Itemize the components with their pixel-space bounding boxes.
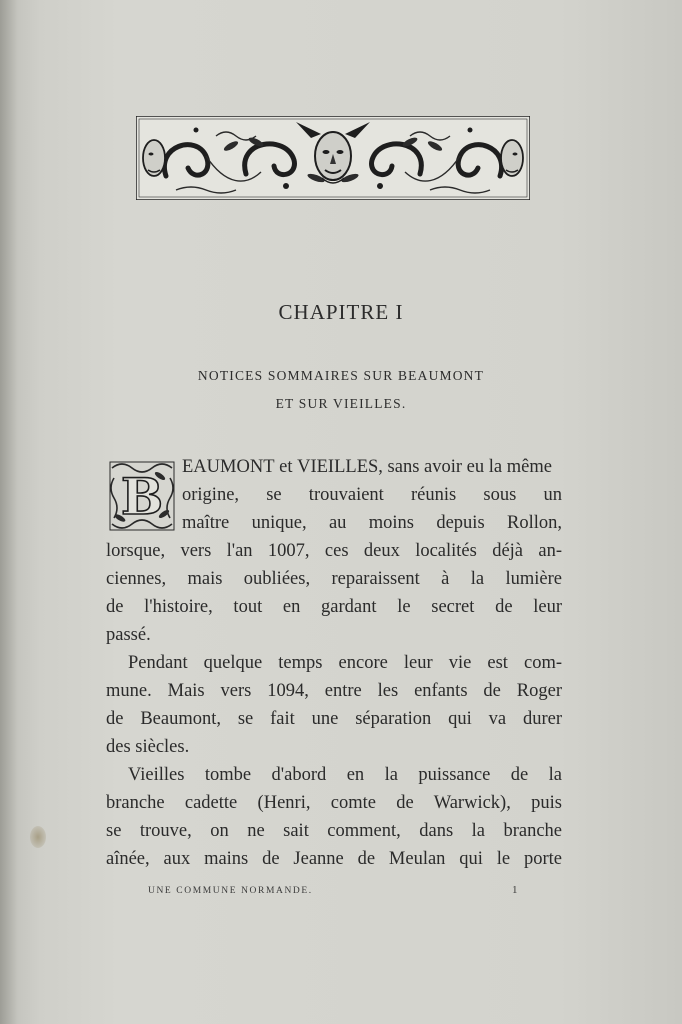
body-line-11: des siècles. (106, 737, 190, 757)
body-line-1-beaumont: EAUMONT (182, 457, 275, 477)
body-line-2: origine, se trouvaient réunis sous un (182, 485, 562, 505)
body-line-1 (182, 456, 562, 478)
body-line-13: branche cadette (Henri, comte de Warwick), puis (106, 793, 562, 813)
chapter-subtitle-line-1: NOTICES SOMMAIRES SUR BEAUMONT (197, 368, 485, 383)
footer-sheet-number: 1 (512, 884, 518, 896)
footer-signature: UNE COMMUNE NORMANDE. (148, 886, 313, 896)
body-line-1-vieilles: VIEILLES (297, 457, 379, 477)
dropcap-letter: B (120, 467, 164, 526)
decorated-initial-icon (106, 458, 178, 534)
body-line-1-rest: , sans avoir eu la même (378, 457, 552, 477)
body-line-10: de Beaumont, se fait une séparation qui va durer (106, 709, 562, 729)
body-line-4: lorsque, vers l'an 1007, ces deux localités déjà an- (106, 541, 562, 561)
body-line-6: de l'histoire, tout en gardant le secret de leur (106, 597, 562, 617)
chapter-title: CHAPITRE I (278, 300, 404, 324)
book-spine-shadow (0, 0, 18, 1024)
paper-stain (30, 826, 46, 848)
body-line-7: passé. (106, 625, 151, 645)
body-line-12: Vieilles tombe d'abord en la puissance de la (128, 765, 562, 785)
body-line-5: ciennes, mais oubliées, reparaissent à la lumière (106, 569, 562, 589)
body-line-15: aînée, aux mains de Jeanne de Meulan qui le porte (106, 849, 562, 869)
body-line-8: Pendant quelque temps encore leur vie est com- (128, 653, 562, 673)
body-line-14: se trouve, on ne sait comment, dans la branche (106, 821, 562, 841)
body-line-3: maître unique, au moins depuis Rollon, (182, 513, 562, 533)
body-line-1-et: et (274, 457, 298, 477)
ornamental-headpiece-icon (136, 116, 530, 200)
body-line-9: mune. Mais vers 1094, entre les enfants de Roger (106, 681, 562, 701)
chapter-subtitle-line-2: ET SUR VIEILLES. (275, 396, 407, 411)
